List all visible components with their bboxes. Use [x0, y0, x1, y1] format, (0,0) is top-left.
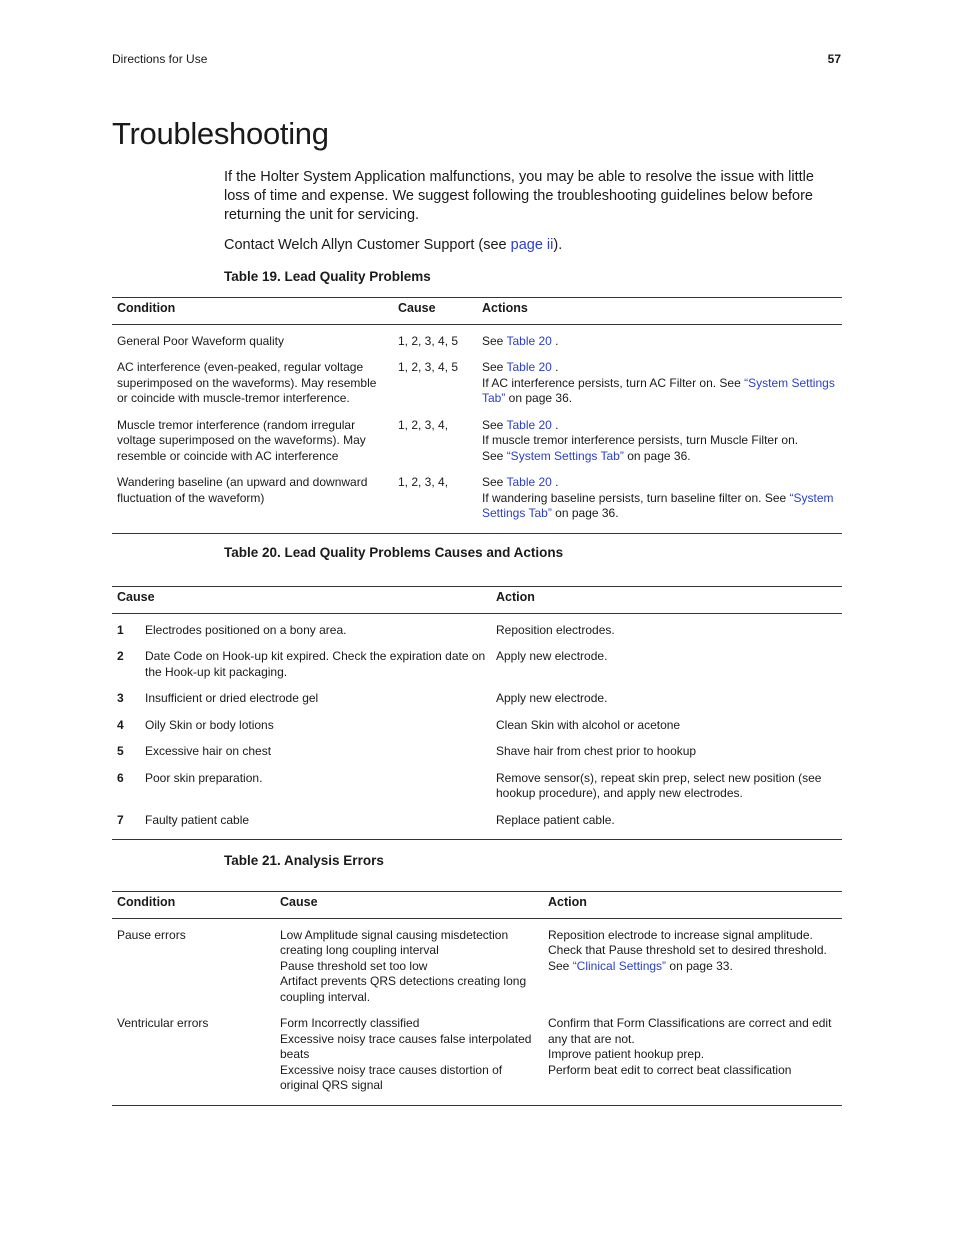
actions-cell [477, 418, 842, 476]
table19-lead-quality-problems [112, 297, 842, 534]
action-line [482, 376, 837, 407]
cause-cell: 1, 2, 3, 4, [398, 417, 449, 432]
page-title: Troubleshooting [112, 116, 329, 151]
see-text: See [548, 958, 573, 973]
cause-cell: Poor skin preparation. [145, 770, 263, 785]
actions-cell [477, 360, 842, 418]
see-text: See [482, 417, 507, 432]
cause-number: 7 [112, 813, 140, 840]
table20-link[interactable]: Table 20 [506, 360, 552, 374]
cause-cell: Date Code on Hook-up kit expired. Check the expiration date on the Hook-up kit packaging. [145, 649, 486, 679]
table21-caption: Table 21. Analysis Errors [224, 853, 384, 868]
table20-causes-and-actions [112, 586, 842, 840]
cause-cell: Insufficient or dried electrode gel [145, 691, 319, 705]
condition-cell: AC interference (even-peaked, regular voltage superimposed on the waveforms). May resemble or coincide with muscle-tremor interference. [117, 360, 377, 405]
page-ref-text: on page 36. [551, 506, 619, 520]
table-row [112, 918, 842, 1016]
condition-cell: Muscle tremor interference (random irregular voltage superimposed on the waveforms). May resemble or coincide with AC interference [117, 417, 366, 463]
running-header: Directions for Use [112, 52, 208, 66]
cause-cell: Electrodes positioned on a bony area. [145, 622, 347, 637]
column-header-action: Action [543, 892, 842, 919]
action-line [482, 491, 837, 522]
cause-line: Artifact prevents QRS detections creating long coupling interval. [280, 974, 527, 1004]
action-cell [543, 1016, 842, 1105]
cause-number: 2 [117, 649, 124, 663]
action-line: Perform beat edit to correct beat classification [548, 1062, 792, 1077]
table-row [112, 691, 842, 718]
page-ref-text: on page 33. [666, 958, 733, 973]
tail-text: . [551, 360, 559, 374]
cause-cell [275, 918, 543, 1016]
action-cell [543, 918, 842, 1016]
condition-cell: General Poor Waveform quality [117, 333, 284, 348]
table-row [112, 744, 842, 771]
column-header-cause: Cause [275, 892, 543, 919]
action-line: Check that Pause threshold set to desired threshold. [548, 943, 827, 957]
cause-cell: 1, 2, 3, 4, [393, 475, 477, 533]
table-row [112, 418, 842, 476]
action-line [482, 360, 837, 376]
table-header-row [112, 587, 842, 614]
see-text: See [482, 448, 507, 463]
cause-cell [275, 1016, 543, 1105]
see-text: See [482, 475, 507, 489]
column-header-action: Action [491, 587, 842, 614]
condition-cell: Ventricular errors [112, 1016, 275, 1105]
table-row [112, 613, 842, 649]
clinical-settings-link[interactable]: “Clinical Settings” [572, 958, 667, 973]
table-row [112, 718, 842, 745]
condition-cell: Wandering baseline (an upward and downward fluctuation of the waveform) [112, 475, 393, 533]
actions-cell [477, 475, 842, 533]
page-ref-text: on page 36. [505, 391, 573, 405]
table-header-row [112, 892, 842, 919]
table20-link[interactable]: Table 20 [506, 417, 552, 432]
action-line: Reposition electrode to increase signal amplitude. [548, 927, 813, 942]
action-cell: Replace patient cable. [491, 813, 842, 840]
table-row [112, 360, 842, 418]
table-row [112, 1016, 842, 1105]
table-row [112, 649, 842, 691]
page-ref-text: on page 36. [623, 448, 691, 463]
action-cell: Apply new electrode. [496, 691, 608, 705]
column-header-actions: Actions [477, 298, 842, 325]
cause-line: Excessive noisy trace causes false interpolated beats [280, 1031, 532, 1061]
contact-prefix: Contact Welch Allyn Customer Support (see [224, 237, 511, 253]
cause-line: Low Amplitude signal causing misdetection creating long coupling interval [280, 927, 509, 957]
tail-text: . [551, 475, 559, 489]
table-row [112, 813, 842, 840]
column-header-condition: Condition [112, 298, 393, 325]
column-header-condition: Condition [112, 892, 275, 919]
action-line: Confirm that Form Classifications are correct and edit any that are not. [548, 1016, 832, 1046]
cause-number: 1 [117, 622, 124, 637]
table21-analysis-errors [112, 891, 842, 1106]
action-line: If muscle tremor interference persists, turn Muscle Filter on. [482, 433, 799, 447]
table-header-row [112, 298, 842, 325]
table-row [112, 771, 842, 813]
table19-caption: Table 19. Lead Quality Problems [224, 269, 431, 284]
contact-paragraph [224, 237, 562, 253]
action-line: Improve patient hookup prep. [548, 1047, 705, 1061]
tail-text: . [551, 417, 559, 432]
action-line [482, 475, 837, 491]
cause-cell: Oily Skin or body lotions [145, 717, 274, 732]
cause-number: 3 [117, 691, 124, 705]
action-cell: Apply new electrode. [496, 649, 608, 663]
contact-suffix: ). [553, 237, 563, 253]
system-settings-tab-link[interactable]: “System Settings Tab” [482, 375, 835, 405]
action-cell: Reposition electrodes. [496, 622, 615, 637]
system-settings-tab-link[interactable]: “System Settings Tab” [482, 490, 834, 520]
cause-cell: Faulty patient cable [140, 813, 491, 840]
column-header-cause: Cause [393, 298, 477, 325]
action-cell: Remove sensor(s), repeat skin prep, select new position (see hookup procedure), and apply new electrodes. [496, 770, 822, 800]
cause-number: 6 [117, 770, 124, 785]
cause-line: Excessive noisy trace causes distortion of original QRS signal [280, 1062, 503, 1092]
page-number: 57 [827, 52, 841, 66]
cause-line: Form Incorrectly classified [280, 1016, 420, 1030]
table20-caption: Table 20. Lead Quality Problems Causes and Actions [224, 545, 564, 560]
action-text: If wandering baseline persists, turn baseline filter on. See [482, 490, 790, 505]
column-header-cause: Cause [112, 587, 491, 614]
table20-link[interactable]: Table 20 [506, 475, 552, 489]
cause-number: 4 [117, 717, 124, 732]
table-row [112, 475, 842, 533]
cause-number: 5 [117, 744, 124, 758]
action-text: If AC interference persists, turn AC Filter on. See [482, 375, 745, 390]
action-line [548, 959, 837, 975]
cause-line: Pause threshold set too low [280, 958, 428, 973]
action-cell: Clean Skin with alcohol or acetone [496, 717, 681, 732]
condition-cell: Pause errors [117, 927, 186, 942]
actions-cell [477, 324, 842, 360]
page-ii-link[interactable]: page ii [510, 237, 554, 253]
action-cell: Shave hair from chest prior to hookup [496, 744, 697, 758]
see-text: See [482, 333, 507, 348]
cause-cell: Excessive hair on chest [145, 744, 272, 758]
cause-cell: 1, 2, 3, 4, 5 [398, 333, 459, 348]
table20-link[interactable]: Table 20 [506, 333, 552, 348]
tail-text: . [551, 333, 559, 348]
system-settings-tab-link[interactable]: “System Settings Tab” [506, 448, 624, 463]
table-row [112, 324, 842, 360]
action-line [482, 449, 837, 465]
see-text: See [482, 360, 507, 374]
cause-cell: 1, 2, 3, 4, 5 [398, 360, 459, 374]
action-line [482, 418, 837, 434]
intro-paragraph: If the Holter System Application malfunctions, you may be able to resolve the issue with little loss of time and expense. We suggest following the troubleshooting guidelines below before returning the unit for servicing. [224, 169, 814, 223]
